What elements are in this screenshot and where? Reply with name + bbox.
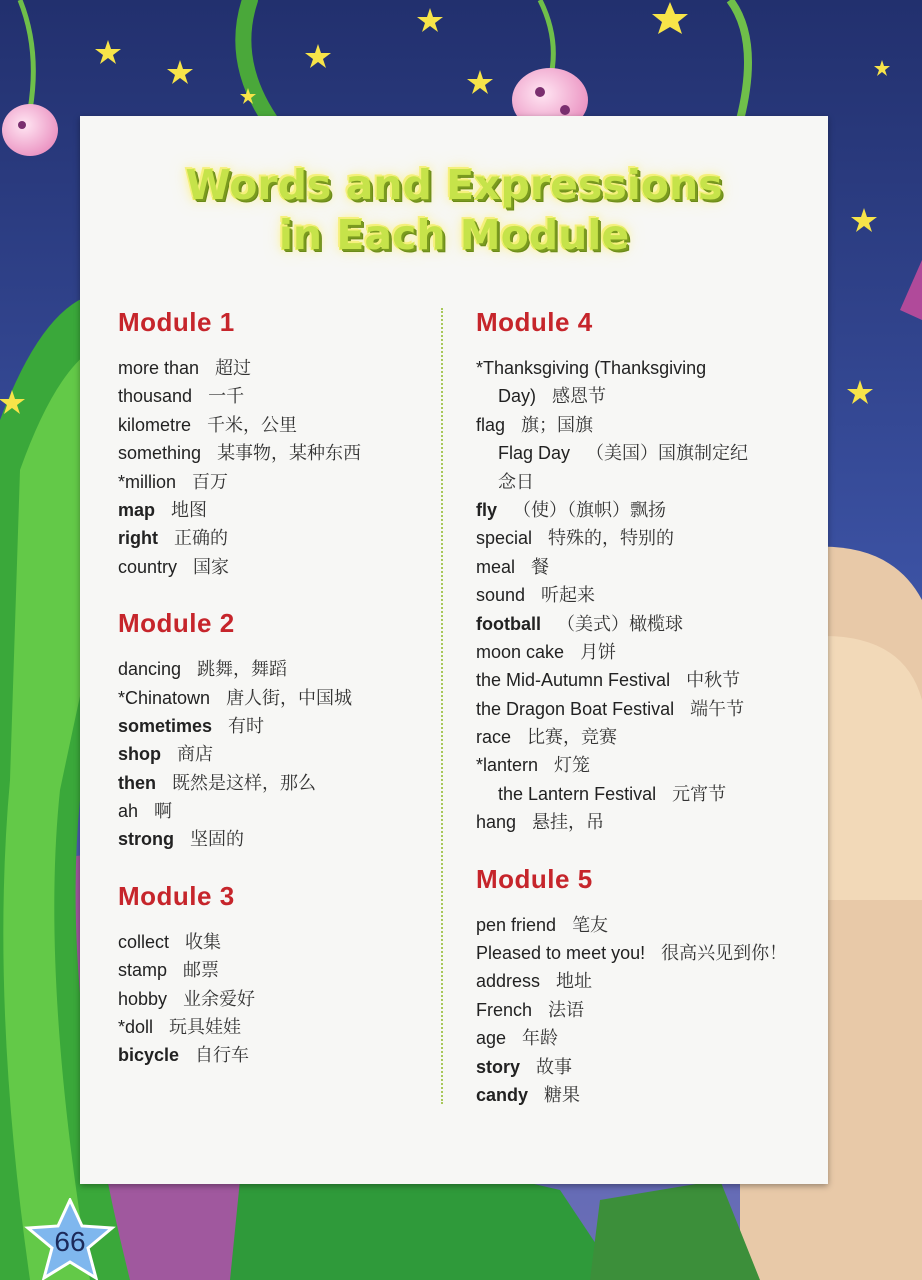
module-title: Module 5 [476, 863, 593, 894]
chinese-meaning: 端午节 [690, 698, 745, 719]
chinese-meaning: 某事物，某种东西 [217, 443, 362, 464]
vocab-entry [118, 928, 428, 956]
module-section [118, 880, 428, 1070]
vocab-entry [118, 1041, 428, 1069]
english-term: the Dragon Boat Festival [476, 698, 675, 719]
vocab-entry [476, 638, 816, 666]
english-term: *doll [118, 1017, 154, 1038]
english-term: fly [476, 499, 498, 520]
english-term: Pleased to meet you! [476, 943, 646, 964]
english-term: collect [118, 931, 170, 952]
vocab-entry [118, 553, 428, 581]
vocab-entry [476, 780, 816, 808]
chinese-meaning: 月饼 [580, 641, 617, 662]
chinese-meaning: 元宵节 [672, 783, 727, 804]
title-line-2: in Each Module [278, 211, 630, 259]
vocab-entry [476, 695, 816, 723]
english-term: address [476, 971, 541, 992]
right-column [476, 306, 816, 1109]
english-term: country [118, 556, 178, 577]
chinese-meaning: 啊 [154, 801, 173, 822]
english-term: *million [118, 471, 177, 492]
chinese-meaning: 比赛，竞赛 [527, 727, 618, 748]
chinese-meaning: 笔友 [572, 914, 609, 935]
chinese-meaning: 一千 [208, 386, 245, 407]
vocab-entry [118, 956, 428, 984]
vocab-entry [476, 666, 816, 694]
page-number: 66 [54, 1226, 86, 1257]
english-term: hang [476, 812, 517, 833]
vocab-entry [118, 684, 428, 712]
chinese-meaning: 地图 [171, 499, 208, 520]
english-term: *Chinatown [118, 687, 211, 708]
module-title: Module 1 [118, 307, 235, 337]
vocab-entry [476, 996, 816, 1024]
vocab-entry [118, 411, 428, 439]
chinese-meaning: 跳舞，舞蹈 [197, 659, 288, 680]
chinese-meaning: 旗；国旗 [521, 414, 594, 435]
vocab-entry [476, 468, 816, 496]
chinese-meaning: 百万 [192, 471, 229, 492]
english-term: ah [118, 801, 139, 822]
vocab-entry [118, 712, 428, 740]
module-section [118, 607, 428, 854]
chinese-meaning: 感恩节 [552, 386, 607, 407]
chinese-meaning: 自行车 [195, 1045, 250, 1066]
module-section [476, 863, 816, 1110]
english-term: more than [118, 358, 200, 378]
english-term: stamp [118, 960, 168, 981]
english-term: strong [118, 829, 174, 850]
english-term: kilometre [118, 414, 192, 435]
chinese-meaning: 年龄 [522, 1028, 559, 1049]
module-title: Module 4 [476, 307, 593, 337]
english-term: the Mid-Autumn Festival [476, 670, 671, 691]
chinese-meaning: （美式）橄榄球 [557, 613, 683, 634]
vocab-entry [476, 751, 816, 779]
chinese-meaning: 听起来 [541, 585, 596, 606]
english-term: then [118, 772, 156, 793]
english-term: the Lantern Festival [498, 783, 657, 804]
vocab-entry [118, 382, 428, 410]
chinese-meaning: 故事 [536, 1056, 573, 1077]
chinese-meaning: 千米，公里 [207, 414, 298, 435]
module-section [476, 306, 816, 837]
vocab-entry [118, 740, 428, 768]
module-title: Module 3 [118, 880, 235, 911]
vocab-entry [476, 496, 816, 524]
chinese-meaning: 特殊的，特别的 [548, 528, 675, 549]
vocab-entry [476, 967, 816, 995]
chinese-meaning: 国家 [193, 556, 230, 577]
page-title [80, 160, 828, 260]
english-term: hobby [118, 988, 168, 1009]
english-term: pen friend [476, 914, 557, 935]
vocab-entry [118, 655, 428, 683]
chinese-meaning: 收集 [185, 931, 222, 952]
chinese-meaning: 中秋节 [686, 670, 741, 691]
vocab-entry [476, 723, 816, 751]
english-term: map [118, 499, 156, 520]
english-term: shop [118, 744, 161, 765]
english-term: flag [476, 414, 506, 435]
vocab-entry [476, 354, 816, 382]
vocab-entry [476, 382, 816, 410]
vocab-entry [118, 496, 428, 524]
vocab-entry [118, 985, 428, 1013]
chinese-meaning: 念日 [498, 471, 534, 492]
vocab-entry [118, 468, 428, 496]
vocab-entry [476, 553, 816, 581]
column-divider [441, 308, 443, 1104]
vocab-entry [476, 939, 816, 967]
chinese-meaning: 坚固的 [190, 829, 244, 850]
vocab-entry [476, 911, 816, 939]
english-term: Day) [498, 386, 537, 407]
chinese-meaning: 商店 [177, 744, 213, 765]
chinese-meaning: 悬挂，吊 [532, 812, 605, 833]
chinese-meaning: 有时 [228, 715, 265, 736]
module-section [118, 306, 428, 581]
english-term: *lantern [476, 755, 539, 776]
vocab-entry [476, 411, 816, 439]
chinese-meaning: 邮票 [183, 960, 220, 981]
chinese-meaning: 法语 [548, 999, 585, 1020]
vocab-entry [476, 1053, 816, 1081]
english-term: race [476, 727, 512, 748]
vocab-entry [118, 797, 428, 825]
vocab-entry [476, 524, 816, 552]
module-title: Module 2 [118, 608, 235, 639]
english-term: football [476, 613, 541, 634]
english-term: Flag Day [498, 443, 571, 464]
english-term: dancing [118, 659, 182, 680]
chinese-meaning: 很高兴见到你！ [661, 943, 788, 964]
chinese-meaning: 灯笼 [554, 755, 591, 776]
chinese-meaning: （使）（旗帜）飘扬 [513, 499, 667, 520]
chinese-meaning: （美国）国旗制定纪 [586, 443, 749, 464]
vocab-entry [476, 808, 816, 836]
english-term: bicycle [118, 1045, 180, 1066]
vocab-entry [476, 610, 816, 638]
chinese-meaning: 糖果 [544, 1084, 581, 1105]
vocab-entry [118, 1013, 428, 1041]
chinese-meaning: 正确的 [174, 528, 228, 549]
chinese-meaning: 玩具娃娃 [169, 1017, 242, 1038]
vocab-entry [118, 354, 428, 382]
english-term: right [118, 528, 158, 549]
vocab-entry [476, 1081, 816, 1109]
vocab-entry [118, 825, 428, 853]
chinese-meaning: 餐 [531, 556, 550, 577]
vocab-entry [476, 439, 816, 467]
chinese-meaning: 超过 [215, 358, 252, 378]
chinese-meaning: 唐人街，中国城 [226, 687, 353, 708]
english-term: candy [476, 1084, 529, 1105]
chinese-meaning: 业余爱好 [183, 988, 256, 1009]
english-term: special [476, 528, 533, 549]
title-line-1: Words and Expressions [185, 161, 723, 209]
english-term: something [118, 443, 202, 464]
english-term: thousand [118, 386, 193, 407]
english-term: story [476, 1056, 521, 1077]
chinese-meaning: 既然是这样，那么 [172, 772, 316, 793]
english-term: moon cake [476, 641, 565, 662]
vocab-entry [476, 581, 816, 609]
english-term: age [476, 1028, 507, 1049]
english-term: sometimes [118, 715, 213, 736]
english-term: meal [476, 556, 516, 577]
english-term: sound [476, 585, 526, 606]
chinese-meaning: 地址 [556, 971, 593, 992]
vocab-entry [118, 769, 428, 797]
vocab-entry [476, 1024, 816, 1052]
vocab-entry [118, 524, 428, 552]
vocab-entry [118, 439, 428, 467]
english-term: *Thanksgiving (Thanksgiving [476, 358, 707, 378]
english-term: French [476, 999, 533, 1020]
left-column [118, 306, 428, 1070]
